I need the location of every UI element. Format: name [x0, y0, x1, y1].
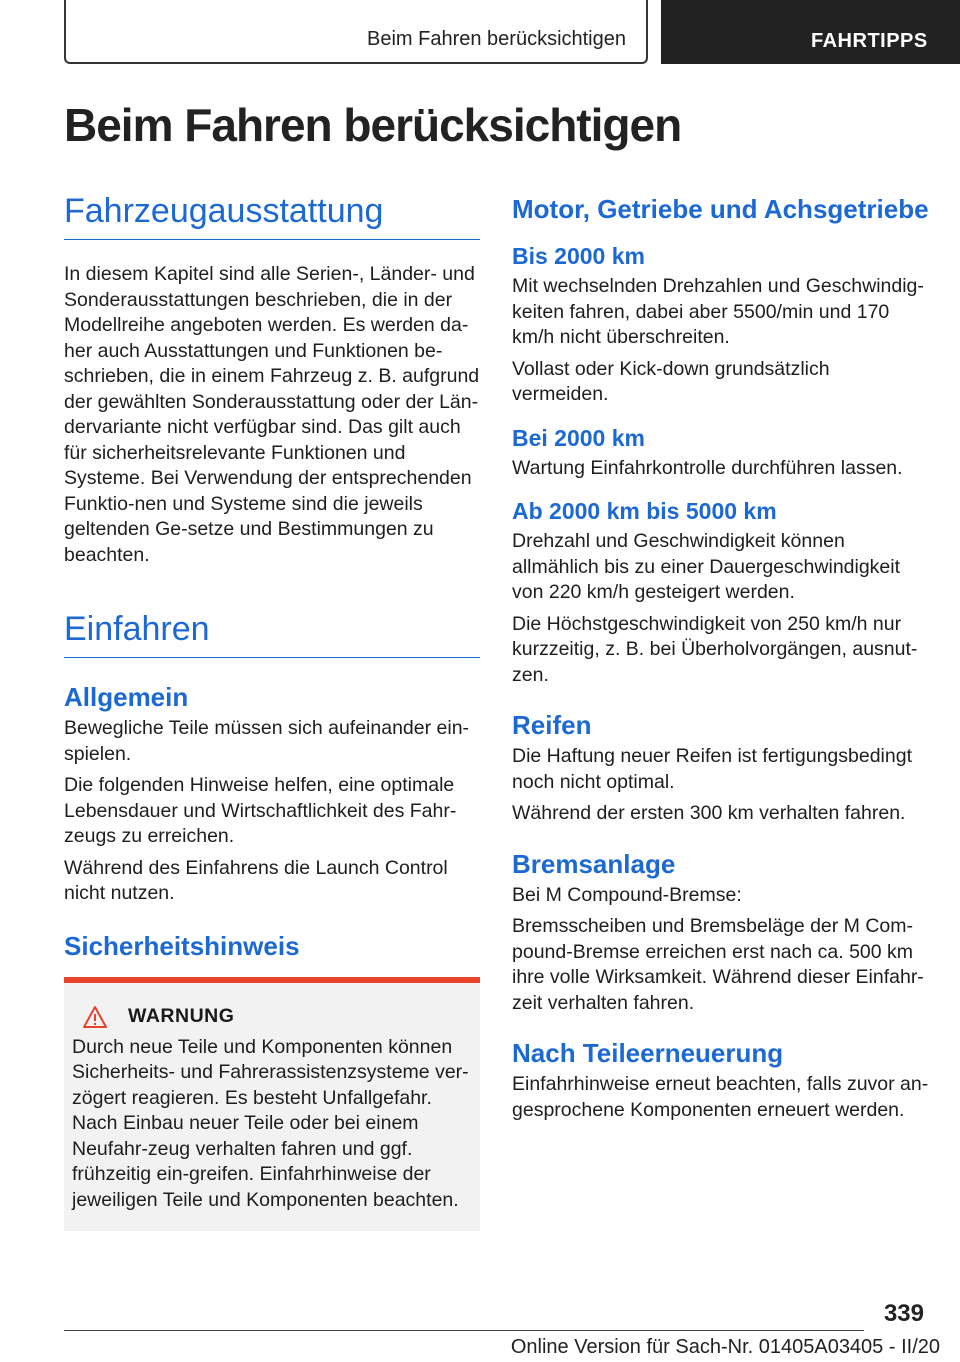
- tires-p2: Während der ersten 300 km verhalten fahren.: [512, 802, 906, 824]
- engine-s2-p1: Wartung Einfahrkontrolle durchführen lassen.: [512, 456, 903, 479]
- heading-safety: Sicherheitshinweis: [64, 930, 300, 961]
- brakes-p1: Bei M Compound-Bremse:: [512, 883, 742, 906]
- page-title: Beim Fahren berücksichtigen: [64, 99, 682, 151]
- warning-triangle-icon: [82, 1005, 108, 1029]
- heading-running-in: Einfahren: [64, 610, 480, 658]
- footer-divider: [64, 1330, 864, 1331]
- engine-s1-p2: Vollast oder Kick-down grundsätzlich vermeiden.: [512, 357, 830, 405]
- heading-engine: Motor, Getriebe und Achsgetriebe: [512, 194, 929, 224]
- brakes-p2: Bremsscheiben und Bremsbeläge der M Com-pound-Bremse erreichen erst nach ca. 500 km ihre volle Wirksamkeit. Während dieser Einfahr-zeit verhalten fahren.: [512, 915, 924, 1014]
- parts-p1: Einfahrhinweise erneut beachten, falls zuvor an-gesprochene Komponenten erneuert werden.: [512, 1073, 929, 1121]
- tires-p1: Die Haftung neuer Reifen ist fertigungsbedingt noch nicht optimal.: [512, 745, 912, 793]
- heading-vehicle-equipment: Fahrzeugausstattung: [64, 192, 480, 240]
- page-number: 339: [883, 1300, 924, 1327]
- heading-tires: Reifen: [512, 710, 592, 740]
- heading-parts: Nach Teileerneuerung: [512, 1038, 784, 1068]
- engine-s3-p2: Die Höchstgeschwindigkeit von 250 km/h nur kurzzeitig, z. B. bei Überholvorgängen, ausnut-zen.: [512, 612, 918, 686]
- chapter-tab[interactable]: [661, 0, 960, 64]
- running-in-p3: Während des Einfahrens die Launch Control nicht nutzen.: [64, 856, 448, 904]
- engine-s3-p1: Drehzahl und Geschwindigkeit können allmählich bis zu einer Dauergeschwindigkeit von 220 km/h gesteigert werden.: [512, 530, 901, 603]
- heading-until-2000: Bis 2000 km: [512, 243, 645, 269]
- chapter-tab-label: FAHRTIPPS: [811, 30, 928, 52]
- warning-text: Durch neue Teile und Komponenten können Sicherheits- und Fahrerassistenzsysteme ver-zögert reagieren. Es besteht Unfallgefahr. Nach Einbau neuer Teile oder bei einem Neufahr-zeug verhalten fahren und ggf. frühzeitig ein-greifen. Einfahrhinweise der jeweiligen Teile und Komponenten beachten.: [72, 1035, 469, 1211]
- header-section-title: Beim Fahren berücksichtigen: [366, 28, 626, 50]
- right-column: [512, 194, 930, 1123]
- left-column: [64, 192, 480, 1231]
- vehicle-equipment-text: In diesem Kapitel sind alle Serien-, Länder- und Sonderausstattungen beschrieben, die in der Modellreihe angeboten werden. Es werden da-her auch Ausstattungen und Funktionen be-schrieben, die in einem Fahrzeug z. B. aufgrund der gewählten Sonderausstattung oder der Län-dervariante nicht verfügbar sind. Das gilt auch für sicherheitsrelevante Funktionen und Systeme. Bei Verwendung der entsprechenden Funktio-nen und Systeme sind die jeweils geltenden Ge-setze und Bestimmungen zu beachten.: [64, 263, 480, 566]
- warning-box: [64, 977, 480, 1232]
- heading-general: Allgemein: [64, 682, 189, 712]
- header-section-box: [64, 0, 648, 64]
- running-in-p2: Die folgenden Hinweise helfen, eine optimale Lebensdauer und Wirtschaftlichkeit des Fahr-zeugs zu erreichen.: [64, 774, 457, 847]
- footer-version-text: Online Version für Sach-Nr. 01405A03405 - II/20: [510, 1336, 940, 1358]
- heading-at-2000: Bei 2000 km: [512, 424, 645, 451]
- engine-s1-p1: Mit wechselnden Drehzahlen und Geschwindig-keiten fahren, dabei aber 5500/min und 170 km/h nicht überschreiten.: [512, 275, 924, 348]
- heading-2000-5000: Ab 2000 km bis 5000 km: [512, 498, 777, 524]
- heading-brakes: Bremsanlage: [512, 848, 676, 879]
- running-in-p1: Bewegliche Teile müssen sich aufeinander ein-spielen.: [64, 717, 470, 765]
- warning-label: WARNUNG: [128, 1005, 235, 1027]
